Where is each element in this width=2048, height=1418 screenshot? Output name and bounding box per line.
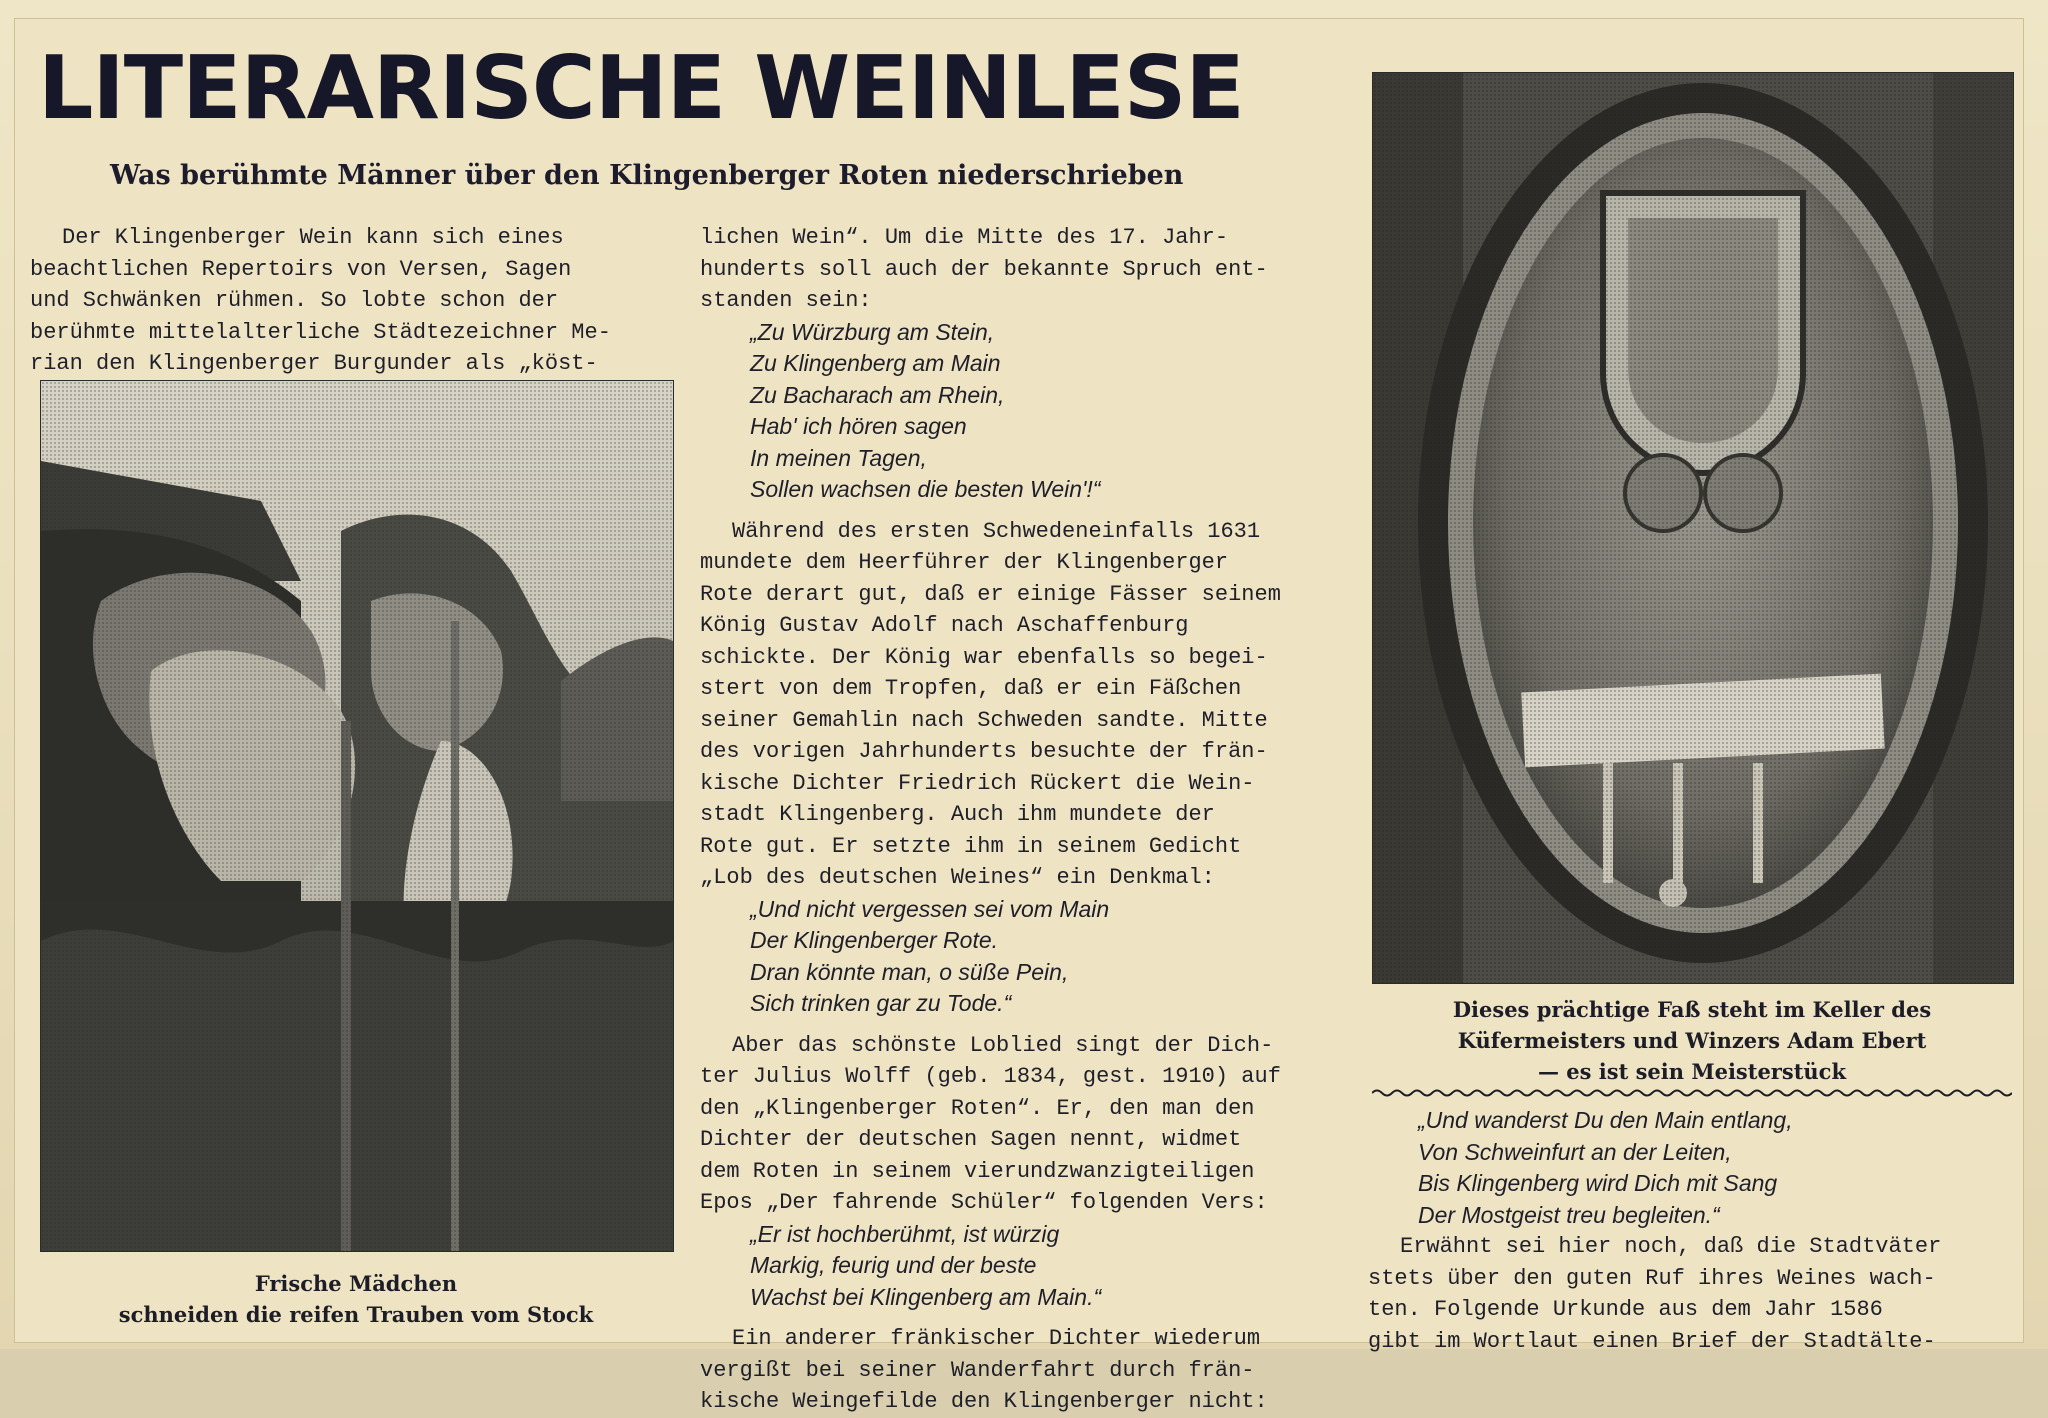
text-line: kische Weingefilde den Klingenberger nicht: bbox=[700, 1389, 1268, 1414]
caption-line: schneiden die reifen Trauben vom Stock bbox=[118, 1302, 594, 1327]
caption-vineyard bbox=[40, 1268, 672, 1330]
text-line: Dichter der deutschen Sagen nennt, widmet bbox=[700, 1127, 1242, 1152]
verse-line: Zu Bacharach am Rhein, bbox=[750, 381, 1005, 408]
text-line: stadt Klingenberg. Auch ihm mundete der bbox=[700, 802, 1215, 827]
text-line: stert von dem Tropfen, daß er ein Fäßchen bbox=[700, 676, 1242, 701]
verse-line: Der Mostgeist treu begleiten.“ bbox=[1418, 1201, 1720, 1228]
verse-line: Wachst bei Klingenberg am Main.“ bbox=[750, 1283, 1102, 1310]
verse-line: „Und nicht vergessen sei vom Main bbox=[750, 895, 1110, 922]
text-line: Der Klingenberger Wein kann sich eines bbox=[62, 225, 564, 250]
headline: LITERARISCHE WEINLESE bbox=[38, 37, 1244, 139]
caption-line: — es ist sein Meisterstück bbox=[1537, 1059, 1847, 1084]
text-line: „Lob des deutschen Weines“ ein Denkmal: bbox=[700, 865, 1215, 890]
verse-line: „Und wanderst Du den Main entlang, bbox=[1418, 1107, 1793, 1133]
barrel-photo bbox=[1372, 72, 2014, 984]
caption-line: Küfermeisters und Winzers Adam Ebert bbox=[1457, 1028, 1927, 1053]
text-line: gibt im Wortlaut einen Brief der Stadtälte- bbox=[1368, 1328, 1936, 1354]
verse-line: Dran könnte man, o süße Pein, bbox=[750, 958, 1069, 985]
text-line: Epos „Der fahrende Schüler“ folgenden Vers: bbox=[700, 1190, 1268, 1215]
verse-line: Sich trinken gar zu Tode.“ bbox=[750, 990, 1012, 1016]
text-line: Während des ersten Schwedeneinfalls 1631 bbox=[732, 518, 1261, 544]
text-line: dem Roten in seinem vierundzwanzigteiligen bbox=[700, 1158, 1255, 1184]
caption-barrel bbox=[1372, 994, 2012, 1087]
text-line: ter Julius Wolff (geb. 1834, gest. 1910) auf bbox=[700, 1064, 1281, 1089]
column-3 bbox=[1368, 1105, 2010, 1357]
wavy-divider bbox=[1372, 1088, 2012, 1098]
text-line: stets über den guten Ruf ihres Weines wach- bbox=[1368, 1265, 1936, 1291]
text-line: Ein anderer fränkischer Dichter wiederum bbox=[732, 1326, 1261, 1351]
text-line: hunderts soll auch der bekannte Spruch ent- bbox=[700, 256, 1268, 282]
text-line: berühmte mittelalterliche Städtezeichner Me- bbox=[30, 319, 611, 345]
text-line: kische Dichter Friedrich Rückert die Wein- bbox=[700, 770, 1255, 796]
text-line: beachtlichen Repertoirs von Versen, Sagen bbox=[30, 256, 572, 282]
subheadline: Was berühmte Männer über den Klingenberger Roten niederschrieben bbox=[110, 160, 1184, 191]
text-line: mundete dem Heerführer der Klingenberger bbox=[700, 550, 1229, 575]
vineyard-photo-illustration bbox=[41, 381, 673, 1251]
text-line: den „Klingenberger Roten“. Er, den man den bbox=[700, 1095, 1255, 1121]
text-line: und Schwänken rühmen. So lobte schon der bbox=[30, 288, 559, 313]
verse-line: Hab' ich hören sagen bbox=[750, 413, 967, 439]
caption-line: Frische Mädchen bbox=[254, 1271, 458, 1296]
text-line: vergißt bei seiner Wanderfahrt durch frän- bbox=[700, 1357, 1255, 1383]
verse-line: „Zu Würzburg am Stein, bbox=[750, 318, 995, 345]
text-line: Erwähnt sei hier noch, daß die Stadtväter bbox=[1400, 1234, 1942, 1259]
text-line: Rote derart gut, daß er einige Fässer seinem bbox=[700, 581, 1281, 607]
verse-line: In meinen Tagen, bbox=[750, 444, 927, 471]
column-2 bbox=[700, 222, 1350, 1418]
verse-line: Von Schweinfurt an der Leiten, bbox=[1418, 1138, 1732, 1165]
text-line: standen sein: bbox=[700, 288, 872, 313]
verse-line: Bis Klingenberg wird Dich mit Sang bbox=[1418, 1170, 1778, 1196]
verse-line: Zu Klingenberg am Main bbox=[750, 350, 1001, 376]
text-line: rian den Klingenberger Burgunder als „köst- bbox=[30, 351, 598, 376]
text-line: König Gustav Adolf nach Aschaffenburg bbox=[700, 613, 1189, 638]
verse-line: Sollen wachsen die besten Wein'!“ bbox=[750, 476, 1101, 502]
text-line: ten. Folgende Urkunde aus dem Jahr 1586 bbox=[1368, 1297, 1883, 1322]
text-line: seiner Gemahlin nach Schweden sandte. Mitte bbox=[700, 707, 1268, 733]
barrel-photo-illustration bbox=[1373, 73, 2013, 983]
text-line: schickte. Der König war ebenfalls so begei- bbox=[700, 644, 1268, 670]
column-1 bbox=[30, 222, 680, 380]
text-line: Rote gut. Er setzte ihm in seinem Gedicht bbox=[700, 833, 1242, 859]
verse-line: Markig, feurig und der beste bbox=[750, 1252, 1037, 1278]
text-line: Aber das schönste Loblied singt der Dich- bbox=[732, 1032, 1274, 1058]
caption-line: Dieses prächtige Faß steht im Keller des bbox=[1452, 997, 1932, 1022]
vineyard-photo bbox=[40, 380, 674, 1252]
text-line: des vorigen Jahrhunderts besuchte der frän- bbox=[700, 739, 1268, 764]
verse-line: „Er ist hochberühmt, ist würzig bbox=[750, 1220, 1060, 1247]
verse-line: Der Klingenberger Rote. bbox=[750, 927, 999, 953]
text-line: lichen Wein“. Um die Mitte des 17. Jahr- bbox=[700, 225, 1229, 250]
